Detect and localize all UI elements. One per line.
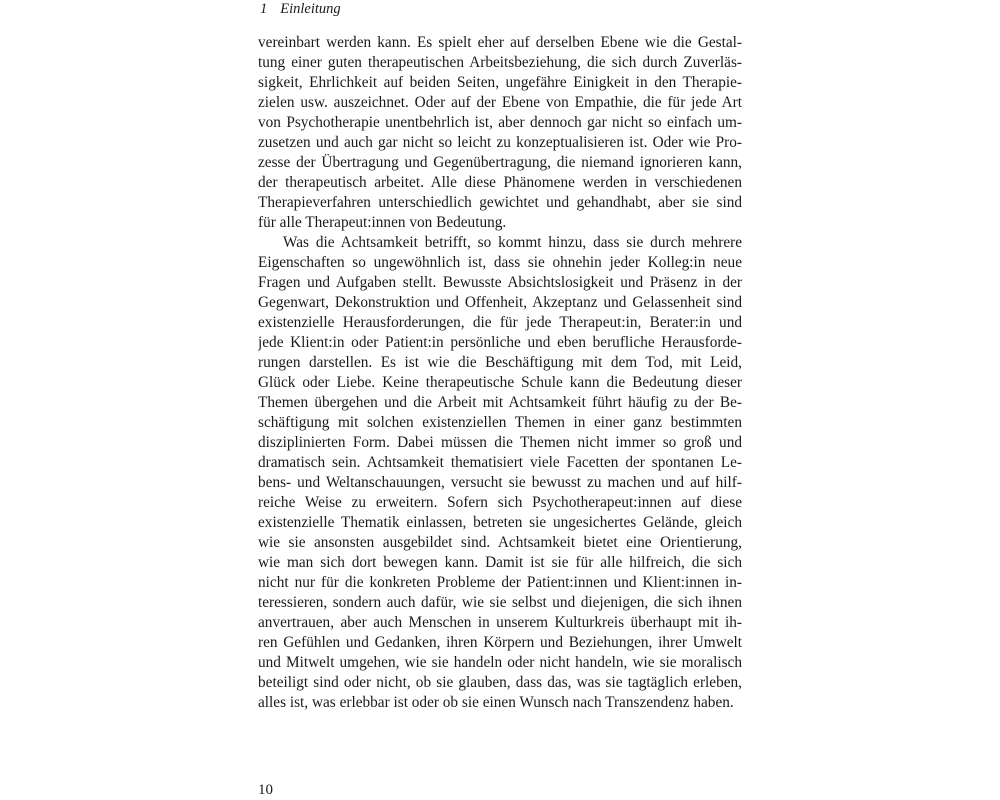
text-line: für alle Therapeut:innen von Bedeutung.: [258, 214, 507, 231]
text-line: wie sie ansonsten ausgebildet sind. Achtsamkeit bietet eine Orientierung,: [258, 534, 742, 551]
body-text: [258, 33, 742, 713]
text-line: der therapeutisch arbeitet. Alle diese Phänomene werden in verschiedenen: [258, 174, 742, 191]
text-line: ren Gefühlen und Gedanken, ihren Körpern und Beziehungen, ihrer Umwelt: [258, 634, 742, 651]
text-line: reiche Weise zu erweitern. Sofern sich Psychotherapeut:innen auf diese: [258, 494, 742, 511]
chapter-title: Einleitung: [280, 1, 341, 17]
text-line: rungen darstellen. Es ist wie die Beschäftigung mit dem Tod, mit Leid,: [258, 354, 742, 371]
text-line: teressieren, sondern auch dafür, wie sie selbst und diejenigen, die sich ihnen: [258, 594, 742, 611]
text-line: zusetzen und auch gar nicht so leicht zu konzeptualisieren ist. Oder wie Pro-: [258, 134, 742, 151]
text-line: existenzielle Herausforderungen, die für jede Therapeut:in, Berater:in und: [258, 314, 742, 331]
text-line: beteiligt sind oder nicht, ob sie glauben, dass das, was sie tagtäglich erleben,: [258, 674, 742, 691]
text-line: dramatisch sein. Achtsamkeit thematisiert viele Facetten der spontanen Le-: [258, 454, 742, 471]
text-line: tung einer guten therapeutischen Arbeitsbeziehung, die sich durch Zuverläs-: [258, 54, 742, 71]
text-line: wie man sich dort bewegen kann. Damit ist sie für alle hilfreich, die sich: [258, 554, 742, 571]
text-line: Themen übergehen und die Arbeit mit Achtsamkeit führt häufig zu der Be-: [258, 394, 742, 411]
running-head: [260, 1, 341, 18]
text-line: sigkeit, Ehrlichkeit auf beiden Seiten, ungefähre Einigkeit in den Therapie-: [258, 74, 742, 91]
text-line: Was die Achtsamkeit betrifft, so kommt hinzu, dass sie durch mehrere: [283, 234, 742, 251]
text-line: von Psychotherapie unentbehrlich ist, aber dennoch gar nicht so einfach um-: [258, 114, 742, 131]
text-line: existenzielle Thematik einlassen, betreten sie ungesichertes Gelände, gleich: [258, 514, 742, 531]
page-number: 10: [258, 782, 273, 798]
text-line: anvertrauen, aber auch Menschen in unserem Kulturkreis überhaupt mit ih-: [258, 614, 742, 631]
text-line: zesse der Übertragung und Gegenübertragung, die niemand ignorieren kann,: [258, 154, 742, 171]
text-line: zielen usw. auszeichnet. Oder auf der Ebene von Empathie, die für jede Art: [258, 94, 742, 111]
text-line: und Mitwelt umgehen, wie sie handeln oder nicht handeln, wie sie moralisch: [258, 654, 742, 671]
text-line: alles ist, was erlebbar ist oder ob sie einen Wunsch nach Transzendenz haben.: [258, 694, 734, 711]
text-line: Eigenschaften so ungewöhnlich ist, dass sie ohnehin jeder Kolleg:in neue: [258, 254, 742, 271]
chapter-number: 1: [260, 1, 268, 17]
text-line: disziplinierten Form. Dabei müssen die Themen nicht immer so groß und: [258, 434, 742, 451]
text-line: schäftigung mit solchen existenziellen Themen in einer ganz bestimmten: [258, 414, 742, 431]
text-line: Fragen und Aufgaben stellt. Bewusste Absichtslosigkeit und Präsenz in der: [258, 274, 742, 291]
text-line: Glück oder Liebe. Keine therapeutische Schule kann die Bedeutung dieser: [258, 374, 742, 391]
text-line: Gegenwart, Dekonstruktion und Offenheit, Akzeptanz und Gelassenheit sind: [258, 294, 742, 311]
text-line: jede Klient:in oder Patient:in persönliche und eben berufliche Herausforde-: [258, 334, 742, 351]
text-line: vereinbart werden kann. Es spielt eher auf derselben Ebene wie die Gestal-: [258, 34, 742, 51]
text-line: Therapieverfahren unterschiedlich gewichtet und gehandhabt, aber sie sind: [258, 194, 742, 211]
text-line: nicht nur für die konkreten Probleme der Patient:innen und Klient:innen in-: [258, 574, 742, 591]
text-line: bens- und Weltanschauungen, versucht sie bewusst zu machen und auf hilf-: [258, 474, 742, 491]
